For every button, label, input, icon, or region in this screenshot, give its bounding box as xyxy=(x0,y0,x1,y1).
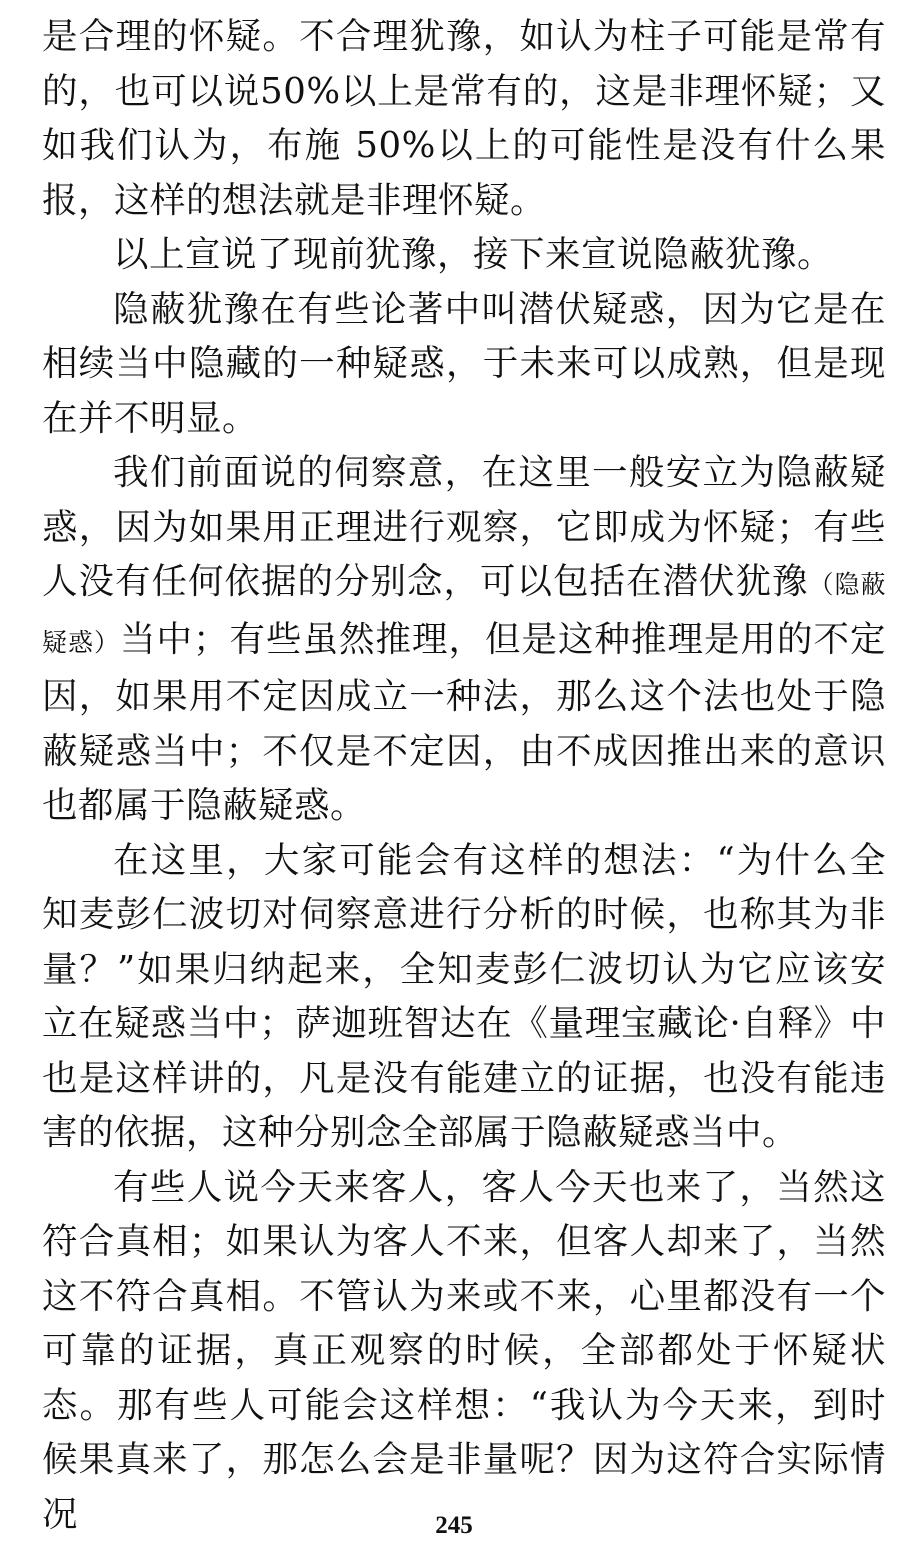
paragraph-2: 以上宣说了现前犹豫，接下来宣说隐蔽犹豫。 xyxy=(113,234,834,275)
paragraph-4 xyxy=(42,446,886,834)
paragraph-4-note: （隐蔽疑惑） xyxy=(42,570,886,657)
paragraph-3: 隐蔽犹豫在有些论著中叫潜伏疑惑，因为它是在相续当中隐藏的一种疑惑，于未来可以成熟，但是现在并不明显。 xyxy=(42,288,886,439)
paragraph-1: 是合理的怀疑。不合理犹豫，如认为柱子可能是常有的，也可以说50%以上是常有的，这是非理怀疑；又如我们认为，布施 50%以上的可能性是没有什么果报，这样的想法就是非理怀疑。 xyxy=(42,16,886,221)
paragraph-4-text-before: 我们前面说的伺察意，在这里一般安立为隐蔽疑惑，因为如果用正理进行观察，它即成为怀疑；有些人没有任何依据的分别念，可以包括在潜伏犹豫 xyxy=(42,452,886,602)
paragraph-5: 在这里，大家可能会有这样的想法：“为什么全知麦彭仁波切对伺察意进行分析的时候，也称其为非量？”如果归纳起来，全知麦彭仁波切认为它应该安立在疑惑当中；萨迦班智达在《量理宝藏论·自释》中也是这样讲的，凡是没有能建立的证据，也没有能违害的依据，这种分别念全部属于隐蔽疑惑当中。 xyxy=(42,839,886,1153)
page-number: 245 xyxy=(435,1512,473,1539)
page-body xyxy=(42,10,886,1542)
paragraph-4-text-after: 当中；有些虽然推理，但是这种推理是用的不定因，如果用不定因成立一种法，那么这个法也处于隐蔽疑惑当中；不仅是不定因，由不成因推出来的意识也都属于隐蔽疑惑。 xyxy=(42,618,886,826)
paragraph-6: 有些人说今天来客人，客人今天也来了，当然这符合真相；如果认为客人不来，但客人却来了，当然这不符合真相。不管认为来或不来，心里都没有一个可靠的证据，真正观察的时候，全部都处于怀疑状态。那有些人可能会这样想：“我认为今天来，到时候果真来了，那怎么会是非量呢？因为这符合实际情况 xyxy=(42,1166,886,1535)
